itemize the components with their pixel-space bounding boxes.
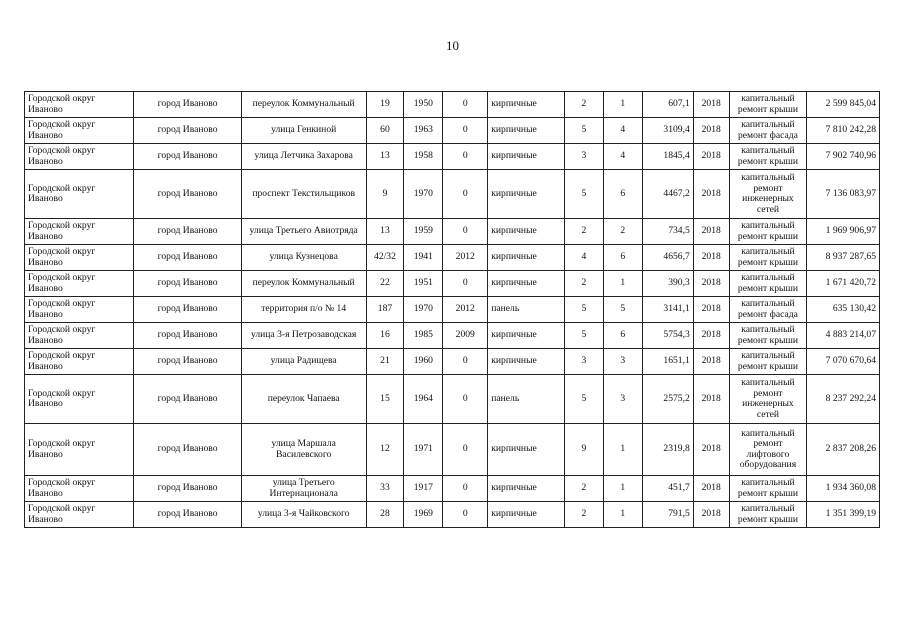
cell-total-area: 607,1	[642, 92, 693, 118]
cell-year-reconstruction: 0	[443, 424, 488, 476]
cell-floors: 2	[564, 502, 603, 528]
cell-cost: 1 351 399,19	[807, 502, 880, 528]
cell-year-built: 1970	[404, 297, 443, 323]
cell-municipality: Городской округ Иваново	[25, 245, 134, 271]
cell-house-number: 22	[366, 271, 404, 297]
cell-municipality: Городской округ Иваново	[25, 92, 134, 118]
cell-planned-year: 2018	[693, 349, 729, 375]
cell-year-reconstruction: 0	[443, 375, 488, 424]
cell-planned-year: 2018	[693, 424, 729, 476]
cell-street: переулок Коммунальный	[241, 271, 366, 297]
cell-planned-year: 2018	[693, 118, 729, 144]
cell-settlement: город Иваново	[134, 375, 241, 424]
table-row	[25, 476, 880, 502]
cell-entrances: 6	[603, 170, 642, 219]
cell-work-type: капитальный ремонт крыши	[729, 349, 807, 375]
cell-year-built: 1958	[404, 144, 443, 170]
cell-municipality: Городской округ Иваново	[25, 219, 134, 245]
cell-entrances: 1	[603, 502, 642, 528]
cell-total-area: 734,5	[642, 219, 693, 245]
cell-entrances: 3	[603, 375, 642, 424]
cell-floors: 2	[564, 219, 603, 245]
cell-municipality: Городской округ Иваново	[25, 118, 134, 144]
cell-house-number: 13	[366, 219, 404, 245]
cell-planned-year: 2018	[693, 219, 729, 245]
cell-street: улица Кузнецова	[241, 245, 366, 271]
cell-year-built: 1971	[404, 424, 443, 476]
cell-floors: 3	[564, 349, 603, 375]
cell-year-built: 1917	[404, 476, 443, 502]
cell-cost: 1 671 420,72	[807, 271, 880, 297]
cell-house-number: 187	[366, 297, 404, 323]
cell-floors: 4	[564, 245, 603, 271]
cell-entrances: 3	[603, 349, 642, 375]
cell-floors: 5	[564, 375, 603, 424]
cell-entrances: 4	[603, 118, 642, 144]
cell-wall-material: кирпичные	[488, 349, 565, 375]
cell-planned-year: 2018	[693, 502, 729, 528]
table-row	[25, 502, 880, 528]
table-row	[25, 271, 880, 297]
cell-year-built: 1969	[404, 502, 443, 528]
cell-house-number: 16	[366, 323, 404, 349]
cell-house-number: 28	[366, 502, 404, 528]
table-row	[25, 92, 880, 118]
cell-work-type: капитальный ремонт лифтового оборудования	[729, 424, 807, 476]
cell-work-type: капитальный ремонт инженерных сетей	[729, 170, 807, 219]
cell-street: улица Маршала Василевского	[241, 424, 366, 476]
cell-year-reconstruction: 0	[443, 92, 488, 118]
table-row	[25, 297, 880, 323]
cell-municipality: Городской округ Иваново	[25, 476, 134, 502]
cell-house-number: 9	[366, 170, 404, 219]
cell-wall-material: кирпичные	[488, 92, 565, 118]
cell-total-area: 2575,2	[642, 375, 693, 424]
cell-floors: 9	[564, 424, 603, 476]
cell-street: улица Генкиной	[241, 118, 366, 144]
cell-settlement: город Иваново	[134, 476, 241, 502]
cell-municipality: Городской округ Иваново	[25, 271, 134, 297]
cell-house-number: 21	[366, 349, 404, 375]
cell-wall-material: кирпичные	[488, 170, 565, 219]
cell-entrances: 4	[603, 144, 642, 170]
cell-house-number: 42/32	[366, 245, 404, 271]
cell-planned-year: 2018	[693, 170, 729, 219]
table-row	[25, 245, 880, 271]
cell-floors: 5	[564, 118, 603, 144]
cell-year-reconstruction: 0	[443, 476, 488, 502]
cell-municipality: Городской округ Иваново	[25, 424, 134, 476]
cell-year-built: 1963	[404, 118, 443, 144]
repair-schedule-table	[24, 91, 880, 528]
cell-work-type: капитальный ремонт крыши	[729, 476, 807, 502]
cell-cost: 8 937 287,65	[807, 245, 880, 271]
cell-year-reconstruction: 0	[443, 349, 488, 375]
table-row	[25, 118, 880, 144]
cell-cost: 8 237 292,24	[807, 375, 880, 424]
cell-year-reconstruction: 2009	[443, 323, 488, 349]
cell-house-number: 60	[366, 118, 404, 144]
cell-year-reconstruction: 0	[443, 271, 488, 297]
cell-total-area: 451,7	[642, 476, 693, 502]
cell-wall-material: кирпичные	[488, 271, 565, 297]
cell-year-reconstruction: 2012	[443, 297, 488, 323]
cell-entrances: 6	[603, 245, 642, 271]
cell-wall-material: кирпичные	[488, 245, 565, 271]
cell-wall-material: кирпичные	[488, 144, 565, 170]
cell-total-area: 5754,3	[642, 323, 693, 349]
cell-street: территория п/о № 14	[241, 297, 366, 323]
table-row	[25, 323, 880, 349]
cell-settlement: город Иваново	[134, 92, 241, 118]
cell-planned-year: 2018	[693, 245, 729, 271]
cell-planned-year: 2018	[693, 271, 729, 297]
cell-total-area: 791,5	[642, 502, 693, 528]
cell-work-type: капитальный ремонт фасада	[729, 297, 807, 323]
cell-municipality: Городской округ Иваново	[25, 375, 134, 424]
cell-floors: 3	[564, 144, 603, 170]
cell-entrances: 1	[603, 92, 642, 118]
cell-work-type: капитальный ремонт крыши	[729, 219, 807, 245]
cell-total-area: 3109,4	[642, 118, 693, 144]
cell-work-type: капитальный ремонт крыши	[729, 502, 807, 528]
cell-year-built: 1985	[404, 323, 443, 349]
cell-settlement: город Иваново	[134, 271, 241, 297]
cell-street: улица Третьего Авиотряда	[241, 219, 366, 245]
cell-entrances: 5	[603, 297, 642, 323]
cell-year-built: 1970	[404, 170, 443, 219]
cell-cost: 7 902 740,96	[807, 144, 880, 170]
cell-settlement: город Иваново	[134, 144, 241, 170]
cell-municipality: Городской округ Иваново	[25, 323, 134, 349]
cell-work-type: капитальный ремонт крыши	[729, 323, 807, 349]
cell-planned-year: 2018	[693, 92, 729, 118]
page-number: 10	[446, 38, 459, 53]
cell-street: улица 3-я Чайковского	[241, 502, 366, 528]
cell-cost: 7 810 242,28	[807, 118, 880, 144]
cell-wall-material: кирпичные	[488, 502, 565, 528]
cell-work-type: капитальный ремонт крыши	[729, 92, 807, 118]
cell-settlement: город Иваново	[134, 349, 241, 375]
cell-planned-year: 2018	[693, 323, 729, 349]
table-row	[25, 349, 880, 375]
cell-entrances: 2	[603, 219, 642, 245]
cell-entrances: 1	[603, 424, 642, 476]
cell-settlement: город Иваново	[134, 424, 241, 476]
cell-entrances: 1	[603, 271, 642, 297]
cell-year-reconstruction: 0	[443, 118, 488, 144]
cell-floors: 2	[564, 271, 603, 297]
cell-settlement: город Иваново	[134, 170, 241, 219]
cell-year-reconstruction: 0	[443, 502, 488, 528]
cell-municipality: Городской округ Иваново	[25, 502, 134, 528]
cell-cost: 2 599 845,04	[807, 92, 880, 118]
cell-wall-material: панель	[488, 297, 565, 323]
cell-settlement: город Иваново	[134, 118, 241, 144]
cell-wall-material: панель	[488, 375, 565, 424]
cell-settlement: город Иваново	[134, 245, 241, 271]
cell-planned-year: 2018	[693, 297, 729, 323]
table-row	[25, 424, 880, 476]
cell-street: улица 3-я Петрозаводская	[241, 323, 366, 349]
cell-house-number: 33	[366, 476, 404, 502]
cell-total-area: 3141,1	[642, 297, 693, 323]
cell-work-type: капитальный ремонт крыши	[729, 144, 807, 170]
cell-floors: 5	[564, 323, 603, 349]
table-row	[25, 170, 880, 219]
cell-year-built: 1964	[404, 375, 443, 424]
cell-cost: 4 883 214,07	[807, 323, 880, 349]
cell-wall-material: кирпичные	[488, 118, 565, 144]
cell-street: проспект Текстильщиков	[241, 170, 366, 219]
cell-floors: 2	[564, 476, 603, 502]
cell-work-type: капитальный ремонт крыши	[729, 271, 807, 297]
cell-settlement: город Иваново	[134, 502, 241, 528]
cell-wall-material: кирпичные	[488, 219, 565, 245]
cell-planned-year: 2018	[693, 476, 729, 502]
table-row	[25, 375, 880, 424]
cell-year-built: 1941	[404, 245, 443, 271]
cell-settlement: город Иваново	[134, 297, 241, 323]
cell-work-type: капитальный ремонт крыши	[729, 245, 807, 271]
cell-work-type: капитальный ремонт инженерных сетей	[729, 375, 807, 424]
cell-floors: 5	[564, 297, 603, 323]
cell-cost: 1 934 360,08	[807, 476, 880, 502]
cell-cost: 7 070 670,64	[807, 349, 880, 375]
cell-year-built: 1951	[404, 271, 443, 297]
cell-total-area: 4656,7	[642, 245, 693, 271]
cell-work-type: капитальный ремонт фасада	[729, 118, 807, 144]
cell-total-area: 4467,2	[642, 170, 693, 219]
cell-floors: 2	[564, 92, 603, 118]
cell-entrances: 1	[603, 476, 642, 502]
cell-house-number: 15	[366, 375, 404, 424]
cell-total-area: 1845,4	[642, 144, 693, 170]
cell-wall-material: кирпичные	[488, 476, 565, 502]
cell-street: переулок Коммунальный	[241, 92, 366, 118]
cell-year-reconstruction: 0	[443, 219, 488, 245]
cell-municipality: Городской округ Иваново	[25, 144, 134, 170]
cell-total-area: 390,3	[642, 271, 693, 297]
cell-cost: 7 136 083,97	[807, 170, 880, 219]
cell-municipality: Городской округ Иваново	[25, 349, 134, 375]
cell-municipality: Городской округ Иваново	[25, 297, 134, 323]
cell-cost: 1 969 906,97	[807, 219, 880, 245]
table-row	[25, 219, 880, 245]
cell-street: улица Радищева	[241, 349, 366, 375]
cell-street: улица Третьего Интернационала	[241, 476, 366, 502]
cell-street: улица Летчика Захарова	[241, 144, 366, 170]
cell-planned-year: 2018	[693, 144, 729, 170]
cell-wall-material: кирпичные	[488, 323, 565, 349]
cell-house-number: 13	[366, 144, 404, 170]
cell-year-reconstruction: 0	[443, 170, 488, 219]
cell-settlement: город Иваново	[134, 323, 241, 349]
cell-year-reconstruction: 2012	[443, 245, 488, 271]
cell-street: переулок Чапаева	[241, 375, 366, 424]
table-row	[25, 144, 880, 170]
cell-house-number: 12	[366, 424, 404, 476]
cell-house-number: 19	[366, 92, 404, 118]
cell-year-built: 1959	[404, 219, 443, 245]
cell-municipality: Городской округ Иваново	[25, 170, 134, 219]
cell-year-reconstruction: 0	[443, 144, 488, 170]
cell-settlement: город Иваново	[134, 219, 241, 245]
cell-total-area: 2319,8	[642, 424, 693, 476]
cell-year-built: 1950	[404, 92, 443, 118]
cell-entrances: 6	[603, 323, 642, 349]
cell-wall-material: кирпичные	[488, 424, 565, 476]
cell-year-built: 1960	[404, 349, 443, 375]
cell-floors: 5	[564, 170, 603, 219]
cell-planned-year: 2018	[693, 375, 729, 424]
cell-cost: 2 837 208,26	[807, 424, 880, 476]
cell-total-area: 1651,1	[642, 349, 693, 375]
cell-cost: 635 130,42	[807, 297, 880, 323]
